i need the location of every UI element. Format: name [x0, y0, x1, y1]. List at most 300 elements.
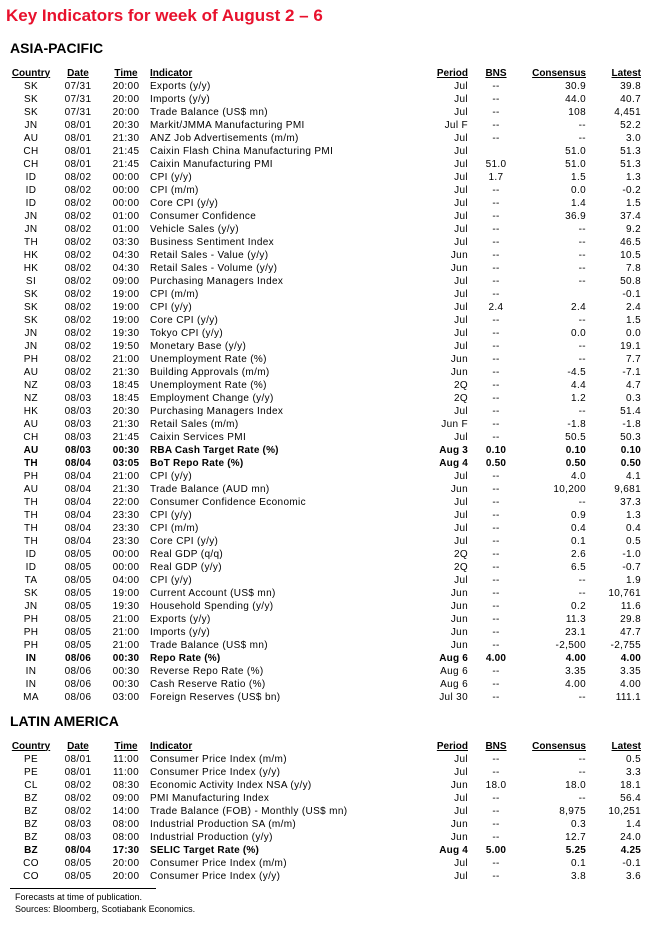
cell-consensus: [524, 288, 586, 301]
cell-latest: 0.5: [626, 536, 641, 547]
cell-period: Jul: [454, 81, 468, 92]
table-row: [8, 392, 641, 405]
cell-date: 08/02: [64, 328, 92, 339]
table-row: [8, 548, 641, 561]
cell-bns: --: [492, 380, 500, 391]
table-header-row: [8, 66, 641, 80]
cell-date: 08/01: [64, 159, 92, 170]
cell-date: 08/02: [64, 185, 92, 196]
cell-period: Jul: [454, 806, 468, 817]
footnote-divider: [10, 888, 156, 889]
cell-period: Jul: [454, 146, 468, 157]
cell-consensus: 108: [568, 107, 586, 118]
cell-consensus: --: [578, 120, 586, 131]
table-row: [8, 353, 641, 366]
cell-indicator: Cash Reserve Ratio (%): [150, 679, 266, 690]
cell-bns: --: [492, 858, 500, 869]
cell-indicator: Consumer Price Index (y/y): [150, 871, 281, 882]
cell-latest: 51.4: [620, 406, 641, 417]
cell-indicator: Retail Sales - Volume (y/y): [150, 263, 278, 274]
cell-country: IN: [25, 653, 37, 664]
cell-consensus: 3.8: [571, 871, 586, 882]
cell-bns: --: [492, 224, 500, 235]
cell-time: 23:30: [112, 536, 140, 547]
cell-consensus: --: [578, 263, 586, 274]
cell-time: 20:00: [112, 81, 140, 92]
cell-time: 03:05: [112, 458, 140, 469]
cell-indicator: SELIC Target Rate (%): [150, 845, 260, 856]
cell-country: TH: [23, 523, 39, 534]
table-row: [8, 522, 641, 535]
cell-country: TH: [23, 536, 39, 547]
cell-date: 08/04: [64, 845, 92, 856]
cell-indicator: Industrial Production (y/y): [150, 832, 273, 843]
cell-indicator: Consumer Confidence Economic: [150, 497, 306, 508]
cell-latest: 10,761: [608, 588, 641, 599]
table-row: [8, 366, 641, 379]
cell-country: CL: [24, 780, 38, 791]
cell-date: 08/02: [64, 354, 92, 365]
cell-time: 23:30: [112, 510, 140, 521]
cell-bns: --: [492, 562, 500, 573]
cell-latest: 0.10: [620, 445, 641, 456]
table-row: [8, 379, 641, 392]
cell-indicator: Current Account (US$ mn): [150, 588, 276, 599]
cell-date: 08/01: [64, 754, 92, 765]
cell-date: 08/04: [64, 484, 92, 495]
column-header-time: Time: [114, 67, 138, 79]
cell-indicator: Consumer Price Index (m/m): [150, 754, 287, 765]
cell-time: 21:45: [112, 159, 140, 170]
cell-time: 19:00: [112, 588, 140, 599]
cell-indicator: Exports (y/y): [150, 614, 211, 625]
cell-country: CH: [23, 146, 39, 157]
cell-indicator: Trade Balance (AUD mn): [150, 484, 270, 495]
cell-bns: --: [492, 497, 500, 508]
cell-latest: 1.5: [626, 315, 641, 326]
cell-country: PH: [23, 627, 39, 638]
cell-consensus: 30.9: [565, 81, 586, 92]
cell-period: Jun: [450, 601, 468, 612]
cell-latest: 10.5: [620, 250, 641, 261]
table-row: [8, 106, 641, 119]
table-row: [8, 418, 641, 431]
cell-indicator: Industrial Production SA (m/m): [150, 819, 297, 830]
cell-consensus: 4.00: [565, 653, 586, 664]
cell-bns: --: [492, 237, 500, 248]
cell-time: 04:00: [112, 575, 140, 586]
cell-latest: 47.7: [620, 627, 641, 638]
cell-bns: --: [492, 549, 500, 560]
cell-consensus: 0.3: [571, 819, 586, 830]
cell-indicator: Core CPI (y/y): [150, 315, 219, 326]
cell-period: Jul F: [444, 120, 468, 131]
cell-date: 08/05: [64, 549, 92, 560]
cell-indicator: CPI (y/y): [150, 302, 193, 313]
cell-indicator: Retail Sales - Value (y/y): [150, 250, 269, 261]
cell-consensus: 51.0: [565, 146, 586, 157]
cell-latest: 19.1: [620, 341, 641, 352]
table-row: [8, 457, 641, 470]
cell-consensus: --: [578, 793, 586, 804]
cell-country: MA: [23, 692, 39, 703]
cell-indicator: Caixin Manufacturing PMI: [150, 159, 273, 170]
cell-latest: 1.3: [626, 510, 641, 521]
cell-period: Aug 4: [439, 458, 468, 469]
cell-bns: --: [492, 367, 500, 378]
cell-bns: 5.00: [485, 845, 507, 856]
cell-indicator: Exports (y/y): [150, 81, 211, 92]
cell-country: SI: [25, 276, 37, 287]
cell-country: JN: [24, 224, 38, 235]
table-row: [8, 753, 641, 766]
cell-bns: --: [492, 107, 500, 118]
column-header-indicator: Indicator: [150, 67, 193, 79]
cell-consensus: 36.9: [565, 211, 586, 222]
cell-period: Jul: [454, 871, 468, 882]
table-row: [8, 132, 641, 145]
cell-consensus: 1.4: [571, 198, 586, 209]
column-header-latest: Latest: [611, 740, 641, 752]
cell-bns: --: [492, 793, 500, 804]
cell-country: IN: [25, 666, 37, 677]
cell-date: 08/02: [64, 250, 92, 261]
cell-time: 00:00: [112, 549, 140, 560]
cell-time: 20:00: [112, 94, 140, 105]
cell-period: Jul: [454, 94, 468, 105]
cell-latest: 3.35: [620, 666, 641, 677]
column-header-bns: BNS: [485, 740, 507, 752]
column-header-bns: BNS: [485, 67, 507, 79]
cell-indicator: Trade Balance (US$ mn): [150, 640, 268, 651]
cell-date: 08/02: [64, 263, 92, 274]
cell-period: Jul: [454, 341, 468, 352]
cell-time: 20:00: [112, 107, 140, 118]
table-row: [8, 119, 641, 132]
asia-pacific-table: [8, 66, 641, 704]
cell-country: CO: [23, 871, 39, 882]
table-row: [8, 275, 641, 288]
table-row: [8, 805, 641, 818]
cell-indicator: Core CPI (y/y): [150, 198, 219, 209]
cell-latest: 1.5: [626, 198, 641, 209]
table-row: [8, 831, 641, 844]
cell-period: Jul: [454, 510, 468, 521]
cell-date: 08/06: [64, 692, 92, 703]
cell-indicator: Unemployment Rate (%): [150, 380, 267, 391]
cell-consensus: --: [578, 588, 586, 599]
table-row: [8, 145, 641, 158]
cell-time: 04:30: [112, 250, 140, 261]
cell-time: 19:00: [112, 315, 140, 326]
cell-consensus: 4.4: [571, 380, 586, 391]
cell-date: 08/06: [64, 679, 92, 690]
cell-bns: 2.4: [488, 302, 504, 313]
cell-date: 08/05: [64, 614, 92, 625]
table-row: [8, 483, 641, 496]
cell-period: Jun: [450, 832, 468, 843]
cell-bns: --: [492, 767, 500, 778]
cell-bns: [468, 145, 524, 158]
cell-time: 00:30: [112, 666, 140, 677]
cell-latest: -1.0: [622, 549, 641, 560]
table-row: [8, 613, 641, 626]
cell-period: Jul: [454, 237, 468, 248]
table-row: [8, 678, 641, 691]
cell-indicator: Economic Activity Index NSA (y/y): [150, 780, 312, 791]
cell-latest: -2,755: [610, 640, 641, 651]
cell-time: 11:00: [112, 767, 140, 778]
cell-country: PH: [23, 614, 39, 625]
cell-consensus: 8,975: [559, 806, 586, 817]
cell-time: 00:30: [112, 653, 140, 664]
cell-latest: 3.0: [626, 133, 641, 144]
cell-period: Aug 6: [440, 679, 468, 690]
table-row: [8, 652, 641, 665]
cell-country: NZ: [23, 380, 39, 391]
cell-time: 20:30: [112, 120, 140, 131]
cell-latest: -1.8: [622, 419, 641, 430]
cell-period: Jul 30: [439, 692, 468, 703]
cell-bns: --: [492, 406, 500, 417]
table-row: [8, 184, 641, 197]
cell-country: AU: [23, 484, 39, 495]
cell-country: SK: [23, 315, 39, 326]
cell-time: 11:00: [112, 754, 140, 765]
cell-country: BZ: [24, 793, 38, 804]
cell-latest: 51.3: [620, 159, 641, 170]
cell-time: 09:00: [112, 793, 140, 804]
cell-date: 08/03: [64, 419, 92, 430]
cell-consensus: 0.4: [571, 523, 586, 534]
cell-bns: --: [492, 81, 500, 92]
cell-latest: 4.00: [620, 653, 641, 664]
cell-period: Jun: [450, 819, 468, 830]
cell-latest: -0.7: [622, 562, 641, 573]
cell-indicator: Caixin Services PMI: [150, 432, 247, 443]
cell-period: Jun: [450, 484, 468, 495]
cell-country: TH: [23, 497, 39, 508]
cell-latest: 50.8: [620, 276, 641, 287]
cell-time: 17:30: [112, 845, 140, 856]
cell-country: ID: [25, 562, 37, 573]
cell-date: 08/02: [64, 172, 92, 183]
cell-country: ID: [25, 185, 37, 196]
cell-latest: 51.3: [620, 146, 641, 157]
table-row: [8, 340, 641, 353]
cell-date: 08/01: [64, 767, 92, 778]
cell-bns: --: [492, 328, 500, 339]
cell-date: 08/03: [64, 432, 92, 443]
cell-time: 19:30: [112, 601, 140, 612]
section-title-asia-pacific: ASIA-PACIFIC: [10, 40, 104, 56]
cell-bns: --: [492, 484, 500, 495]
cell-bns: --: [492, 640, 500, 651]
cell-time: 20:30: [112, 406, 140, 417]
cell-period: Jul: [454, 858, 468, 869]
cell-date: 08/03: [64, 380, 92, 391]
cell-time: 21:00: [112, 614, 140, 625]
cell-indicator: Trade Balance (FOB) - Monthly (US$ mn): [150, 806, 348, 817]
cell-bns: --: [492, 250, 500, 261]
cell-period: Aug 3: [439, 445, 468, 456]
cell-period: Jun: [450, 588, 468, 599]
cell-bns: --: [492, 679, 500, 690]
cell-time: 19:00: [112, 302, 140, 313]
table-row: [8, 665, 641, 678]
cell-period: Jul: [454, 523, 468, 534]
cell-country: HK: [23, 250, 39, 261]
cell-date: 08/02: [64, 198, 92, 209]
table-row: [8, 470, 641, 483]
cell-latest: 4.7: [626, 380, 641, 391]
cell-latest: 39.8: [620, 81, 641, 92]
cell-indicator: ANZ Job Advertisements (m/m): [150, 133, 299, 144]
cell-period: Aug 4: [439, 845, 468, 856]
cell-country: PE: [23, 767, 39, 778]
cell-consensus: 0.0: [571, 328, 586, 339]
table-row: [8, 236, 641, 249]
cell-date: 08/02: [64, 237, 92, 248]
cell-date: 08/04: [64, 458, 92, 469]
cell-period: Jul: [454, 754, 468, 765]
cell-latest: 7.7: [626, 354, 641, 365]
cell-indicator: Vehicle Sales (y/y): [150, 224, 239, 235]
cell-period: Jun: [450, 627, 468, 638]
cell-date: 08/04: [64, 497, 92, 508]
cell-time: 19:00: [112, 289, 140, 300]
cell-time: 19:50: [112, 341, 140, 352]
cell-bns: 1.7: [488, 172, 504, 183]
cell-indicator: CPI (y/y): [150, 172, 193, 183]
cell-period: Jul: [454, 575, 468, 586]
cell-date: 08/02: [64, 289, 92, 300]
cell-consensus: --: [578, 497, 586, 508]
cell-country: BZ: [24, 845, 38, 856]
cell-bns: --: [492, 185, 500, 196]
cell-period: Jul: [454, 432, 468, 443]
cell-consensus: --: [578, 767, 586, 778]
table-row: [8, 288, 641, 301]
cell-time: 23:30: [112, 523, 140, 534]
cell-time: 01:00: [112, 211, 140, 222]
cell-bns: 0.10: [485, 445, 507, 456]
cell-time: 21:00: [112, 354, 140, 365]
table-row: [8, 80, 641, 93]
cell-period: Jun: [450, 614, 468, 625]
cell-latest: -0.1: [622, 289, 641, 300]
cell-country: BZ: [24, 832, 38, 843]
cell-country: PH: [23, 471, 39, 482]
cell-country: AU: [23, 419, 39, 430]
page-title: Key Indicators for week of August 2 – 6: [6, 6, 323, 25]
cell-consensus: 0.9: [571, 510, 586, 521]
cell-consensus: 2.4: [571, 302, 586, 313]
table-row: [8, 870, 641, 883]
cell-country: JN: [24, 120, 38, 131]
cell-period: Jul: [454, 276, 468, 287]
cell-bns: --: [492, 666, 500, 677]
cell-date: 08/05: [64, 871, 92, 882]
table-row: [8, 691, 641, 704]
cell-time: 21:30: [112, 484, 140, 495]
cell-bns: --: [492, 536, 500, 547]
cell-time: 09:00: [112, 276, 140, 287]
cell-bns: --: [492, 692, 500, 703]
cell-bns: --: [492, 276, 500, 287]
cell-bns: --: [492, 289, 500, 300]
cell-indicator: Imports (y/y): [150, 627, 211, 638]
table-row: [8, 210, 641, 223]
cell-consensus: -1.8: [567, 419, 586, 430]
cell-date: 08/05: [64, 601, 92, 612]
cell-country: TA: [24, 575, 38, 586]
cell-indicator: CPI (m/m): [150, 185, 199, 196]
cell-consensus: 10,200: [553, 484, 586, 495]
cell-consensus: 12.7: [565, 832, 586, 843]
cell-period: Jul: [454, 224, 468, 235]
cell-latest: 4.25: [620, 845, 641, 856]
table-row: [8, 535, 641, 548]
cell-latest: 40.7: [620, 94, 641, 105]
cell-date: 08/02: [64, 315, 92, 326]
table-row: [8, 158, 641, 171]
cell-date: 08/03: [64, 445, 92, 456]
cell-time: 18:45: [112, 380, 140, 391]
cell-country: TH: [24, 458, 38, 469]
cell-time: 20:00: [112, 858, 140, 869]
cell-indicator: Purchasing Managers Index: [150, 276, 284, 287]
table-row: [8, 574, 641, 587]
cell-latest: 0.4: [626, 523, 641, 534]
cell-latest: 3.3: [626, 767, 641, 778]
cell-consensus: -4.5: [567, 367, 586, 378]
cell-time: 18:45: [112, 393, 140, 404]
cell-indicator: Purchasing Managers Index: [150, 406, 284, 417]
cell-time: 21:45: [112, 432, 140, 443]
cell-latest: 10,251: [608, 806, 641, 817]
cell-country: SK: [23, 107, 39, 118]
cell-latest: 9.2: [626, 224, 641, 235]
cell-latest: -0.2: [622, 185, 641, 196]
cell-period: Jul: [454, 185, 468, 196]
cell-period: Jul: [454, 767, 468, 778]
cell-indicator: CPI (m/m): [150, 289, 199, 300]
cell-period: Jun: [450, 354, 468, 365]
table-row: [8, 639, 641, 652]
cell-consensus: 0.50: [565, 458, 586, 469]
cell-period: Jul: [454, 406, 468, 417]
cell-date: 07/31: [64, 81, 92, 92]
cell-bns: 18.0: [485, 780, 507, 791]
cell-latest: 1.4: [626, 819, 641, 830]
cell-indicator: Monetary Base (y/y): [150, 341, 247, 352]
cell-bns: --: [492, 432, 500, 443]
cell-country: CH: [23, 159, 39, 170]
cell-bns: --: [492, 627, 500, 638]
column-header-period: Period: [436, 67, 468, 79]
cell-date: 08/03: [64, 393, 92, 404]
cell-time: 21:30: [112, 419, 140, 430]
cell-country: ID: [25, 549, 37, 560]
cell-latest: 9,681: [614, 484, 641, 495]
cell-period: Jun: [450, 250, 468, 261]
cell-country: CH: [23, 432, 39, 443]
cell-consensus: 11.3: [565, 614, 586, 625]
cell-country: TH: [23, 237, 39, 248]
cell-country: HK: [23, 406, 39, 417]
cell-period: Jul: [454, 497, 468, 508]
